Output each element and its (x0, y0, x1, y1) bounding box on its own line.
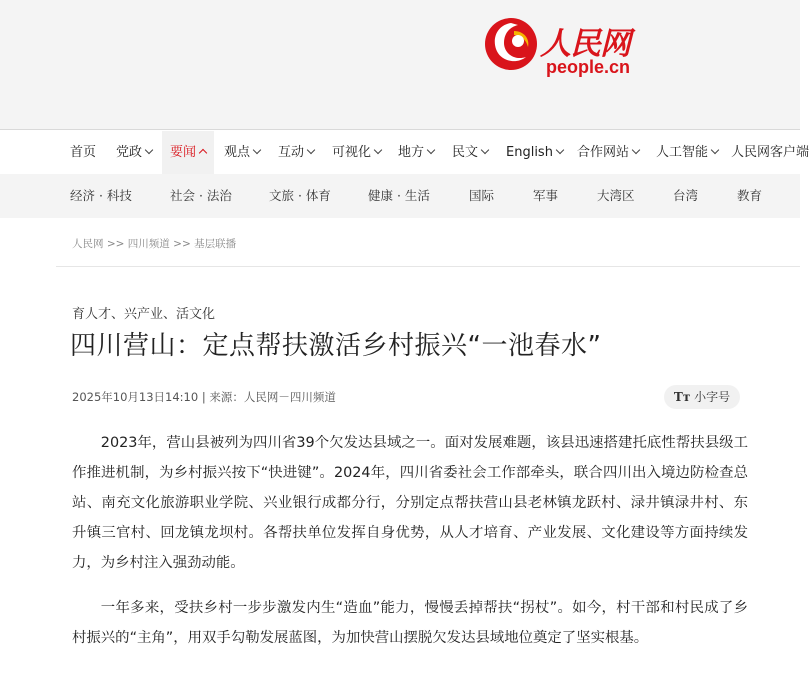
chevron-down-icon (427, 146, 435, 154)
nav-item-label: 首页 (70, 145, 97, 160)
subnav-item-taiwan[interactable]: 台湾 (673, 188, 699, 203)
nav-item-label: 人工智能 (656, 145, 709, 160)
nav-item-label: 合作网站 (577, 145, 630, 160)
article-meta: 2025年10月13日14:10 | 来源：人民网－四川频道 (72, 390, 336, 404)
breadcrumb-separator: >> (173, 238, 191, 250)
nav-item-label: 人民网客户端 (731, 145, 809, 160)
divider (56, 266, 800, 267)
breadcrumb-separator: >> (106, 238, 125, 250)
logo-en-text: people.cn (546, 57, 631, 77)
subnav-item-health[interactable]: 健康 · 生活 (368, 188, 430, 203)
nav-item-label: 可视化 (332, 145, 372, 160)
breadcrumb (72, 236, 236, 251)
subnav-item-bay-area[interactable]: 大湾区 (597, 188, 635, 203)
breadcrumb-item[interactable]: 四川频道 (127, 238, 170, 250)
chevron-down-icon (307, 146, 315, 154)
chevron-down-icon (145, 146, 153, 154)
nav-item-opinion[interactable] (224, 131, 260, 174)
subnav-item-society[interactable]: 社会 · 法治 (170, 188, 232, 203)
sub-nav (0, 174, 800, 218)
nav-item-ai[interactable] (656, 131, 718, 174)
subnav-item-education[interactable]: 教育 (737, 188, 763, 203)
subnav-item-culture[interactable]: 文旅 · 体育 (269, 188, 331, 203)
nav-item-partners[interactable] (577, 131, 639, 174)
main-nav (0, 131, 809, 174)
nav-item-english[interactable] (506, 131, 563, 174)
chevron-down-icon (556, 146, 564, 154)
chevron-down-icon (481, 146, 489, 154)
chevron-up-icon (199, 149, 207, 157)
people-logo-icon (484, 17, 538, 71)
nav-item-label: 党政 (116, 145, 143, 160)
nav-item-label: 互动 (278, 145, 305, 160)
nav-item-visual[interactable] (332, 131, 381, 174)
article-paragraph: 2023年，营山县被列为四川省39个欠发达县域之一。面对发展难题，该县迅速搭建托底性帮扶县级工作推进机制，为乡村振兴按下“快进键”。2024年，四川省委社会工作部牵头，联合四川出入境边防检查总站、南充文化旅游职业学院、兴业银行成都分行，分别定点帮扶营山县老林镇龙跃村、渌井镇渌井村、东升镇三官村、回龙镇龙坝村。各帮扶单位发挥自身优势，从人才培育、产业发展、文化建设等方面持续发力，为乡村注入强劲动能。 (72, 435, 748, 571)
nav-item-ethnic[interactable] (452, 131, 488, 174)
article-title: 四川营山：定点帮扶激活乡村振兴“一池春水” (70, 331, 602, 361)
font-size-icon: Tт (673, 390, 691, 404)
subnav-item-military[interactable]: 军事 (533, 188, 559, 203)
site-header (0, 0, 800, 130)
font-size-button[interactable] (664, 385, 740, 409)
chevron-down-icon (711, 146, 719, 154)
breadcrumb-item[interactable]: 基层联播 (194, 238, 237, 250)
site-logo[interactable] (484, 17, 659, 83)
nav-item-interact[interactable] (278, 131, 314, 174)
chevron-down-icon (253, 146, 261, 154)
breadcrumb-item[interactable]: 人民网 (72, 238, 104, 250)
article-kicker: 育人才、兴产业、活文化 (72, 307, 216, 322)
chevron-down-icon (632, 146, 640, 154)
logo-cn-text: 人民网 (540, 26, 630, 62)
nav-item-label: 要闻 (170, 145, 197, 160)
nav-item-local[interactable] (398, 131, 434, 174)
nav-item-party[interactable] (116, 131, 152, 174)
article-paragraph: 一年多来，受扶乡村一步步激发内生“造血”能力，慢慢丢掉帮扶“拐杖”。如今，村干部和村民成了乡村振兴的“主角”，用双手勾勒发展蓝图，为加快营山摆脱欠发达县域地位奠定了坚实根基。 (72, 600, 748, 646)
subnav-item-economy[interactable]: 经济 · 科技 (70, 188, 132, 203)
font-size-label: 小字号 (694, 390, 731, 404)
subnav-item-international[interactable]: 国际 (469, 188, 495, 203)
nav-item-label: 观点 (224, 145, 251, 160)
chevron-down-icon (374, 146, 382, 154)
nav-item-label: English (506, 145, 553, 160)
nav-item-news[interactable] (162, 131, 214, 174)
nav-item-client[interactable] (731, 131, 809, 174)
nav-item-home[interactable] (70, 131, 96, 174)
nav-item-label: 民文 (452, 145, 479, 160)
nav-item-label: 地方 (398, 145, 425, 160)
